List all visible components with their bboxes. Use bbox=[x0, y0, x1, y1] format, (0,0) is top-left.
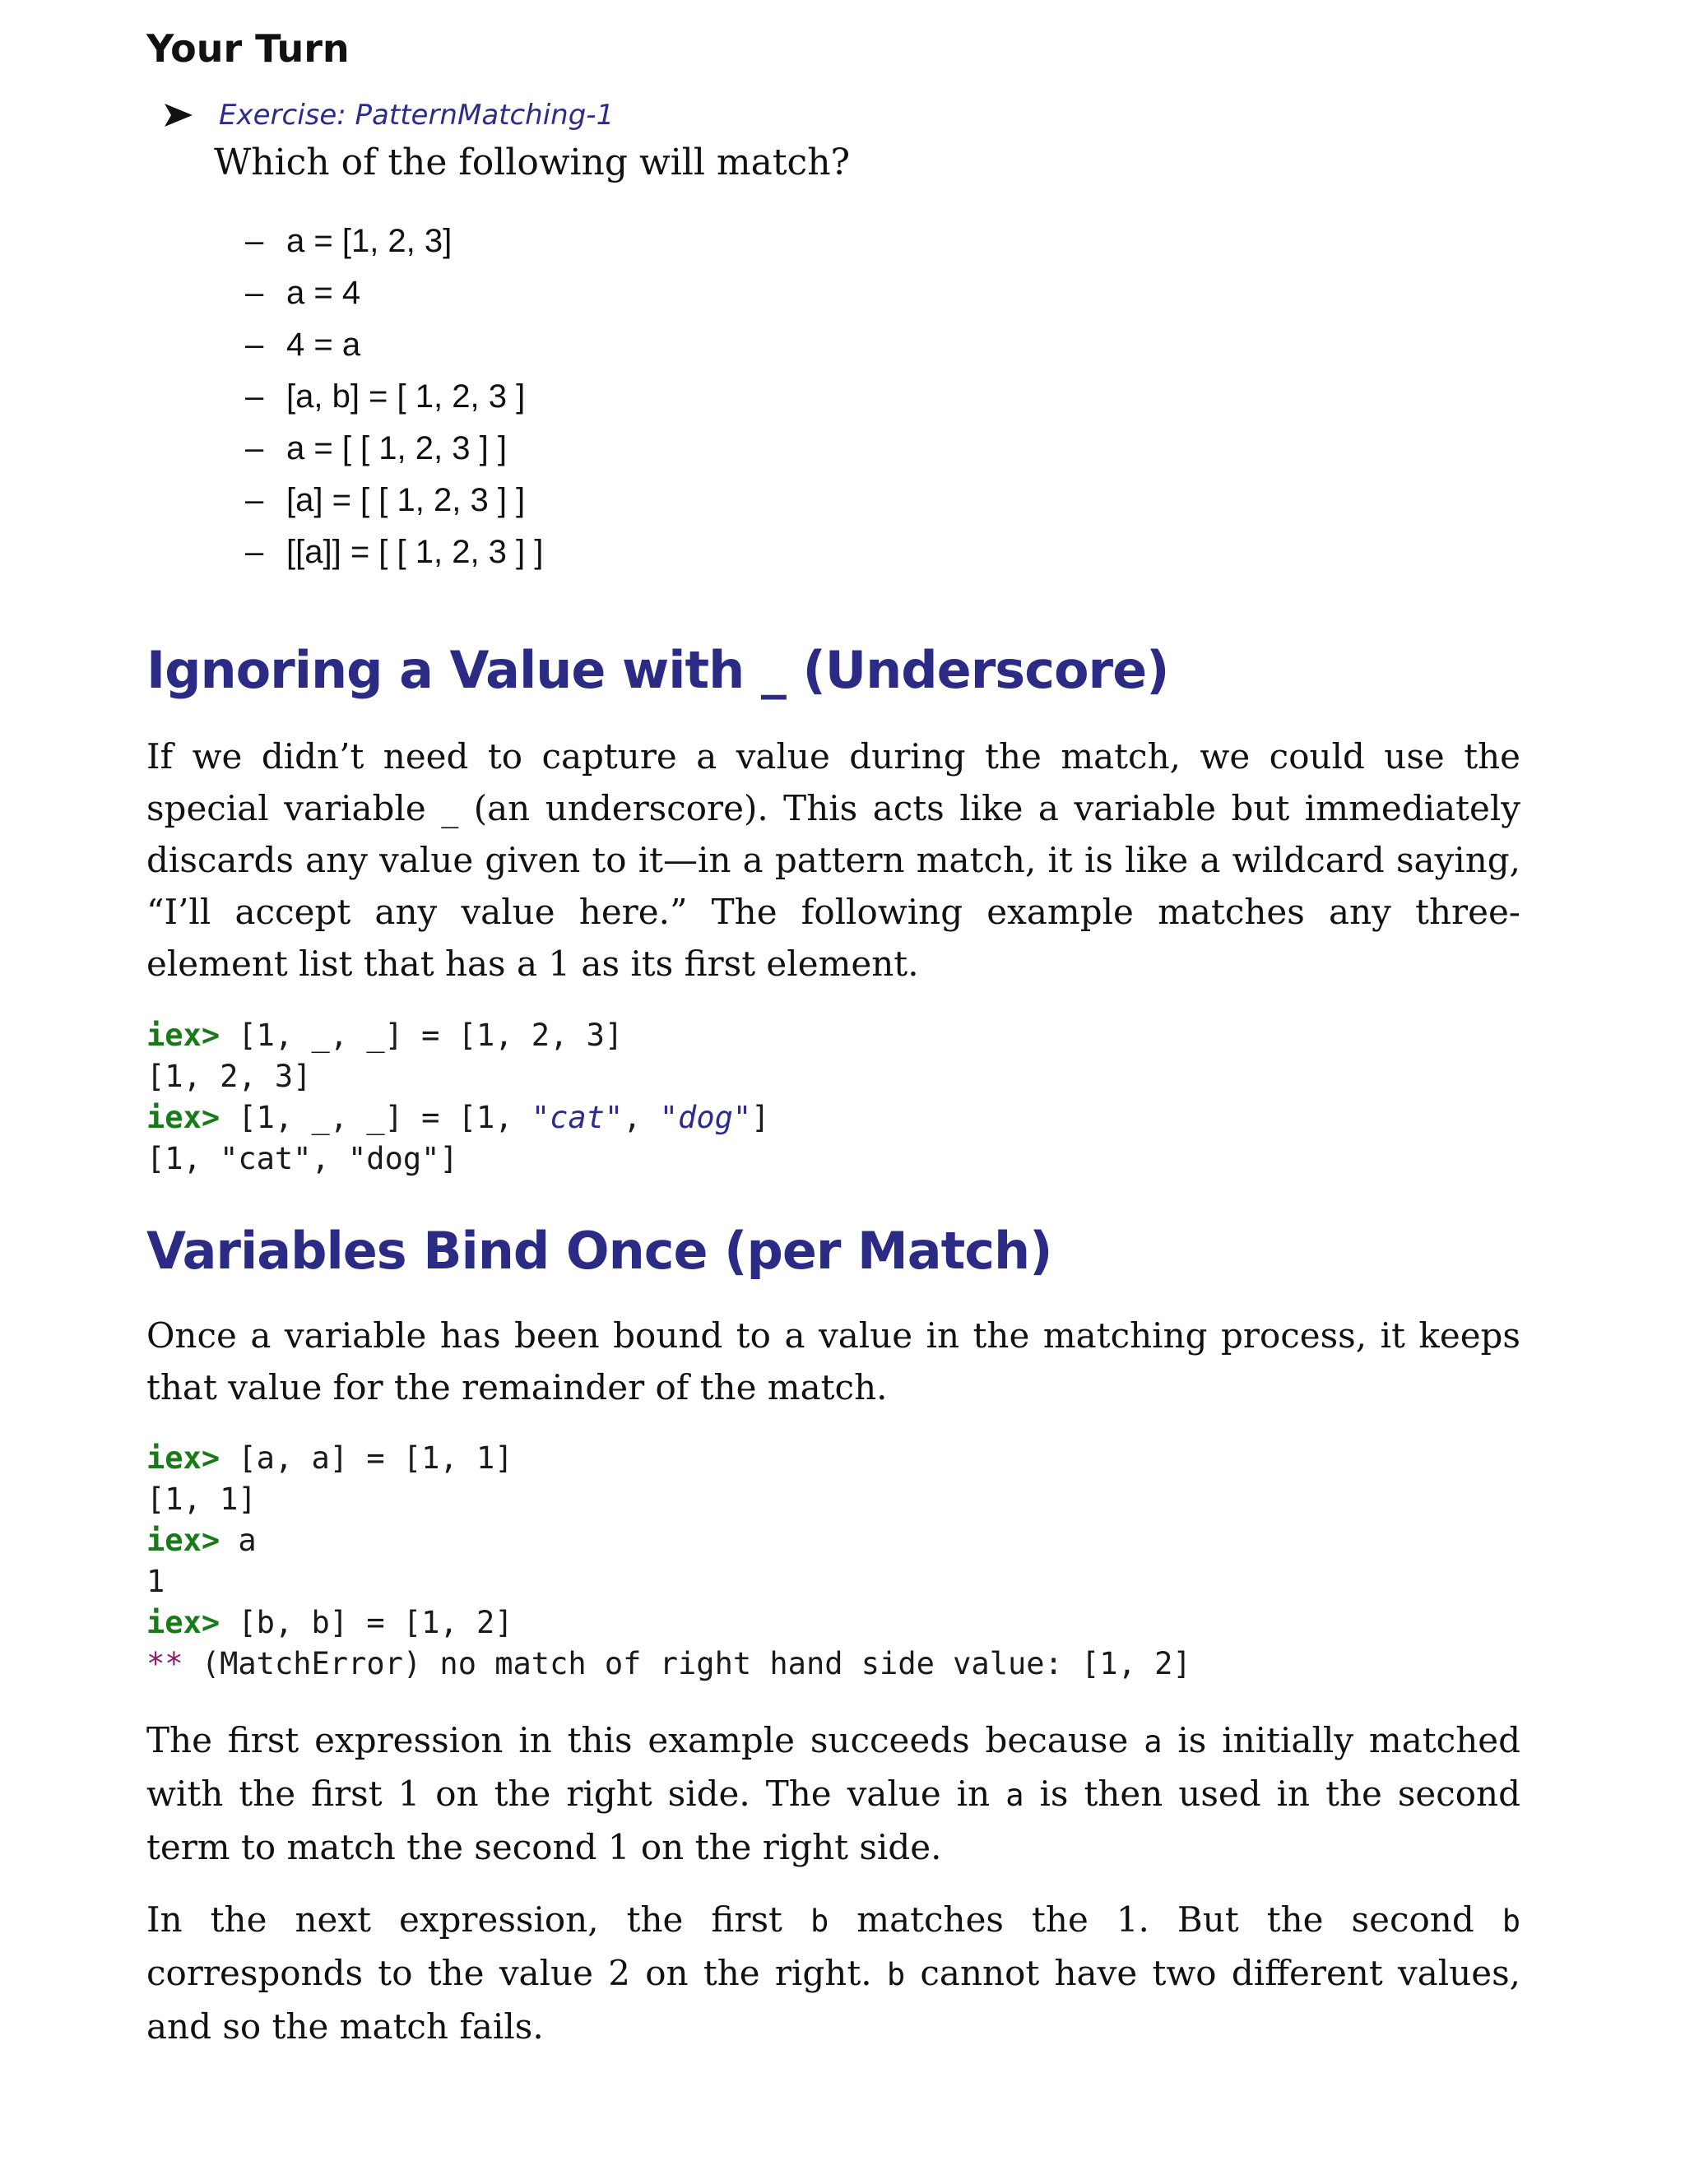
exercise-options bbox=[245, 216, 543, 578]
list-item: – [a] = [ [ 1, 2, 3 ] ] bbox=[245, 482, 526, 518]
list-item: – 4 = a bbox=[245, 327, 361, 363]
exercise-label[interactable]: Exercise: PatternMatching-1 bbox=[219, 99, 615, 132]
underscore-paragraph: If we didn’t need to capture a value during the match, we could use the special variable _ (an underscore). This acts like a variable but immediately discards any value given to it—in a pattern match, it is like a wildcard saying, “I’ll accept any value here.” The following example matches any three-element list that has a 1 as its first element. bbox=[146, 736, 1520, 984]
underscore-code-block: iex> [1, _, _] = [1, 2, 3] [1, 2, 3] iex> [1, _, _] = [1, "cat", "dog"] [1, "cat", "dog"] bbox=[146, 1018, 770, 1176]
exercise-line bbox=[163, 99, 614, 132]
arrow-bullet-icon bbox=[163, 100, 194, 130]
explanation-paragraph-1: The first expression in this example succeeds because a is initially matched with the first 1 on the right side. The value in a is then used in the second term to match the second 1 on the right side. bbox=[146, 1720, 1520, 1867]
exercise-question: Which of the following will match? bbox=[214, 141, 851, 183]
your-turn-heading: Your Turn bbox=[146, 26, 350, 71]
list-item: – [[a]] = [ [ 1, 2, 3 ] ] bbox=[245, 534, 544, 570]
list-item: – a = [ [ 1, 2, 3 ] ] bbox=[245, 430, 507, 466]
list-item: – a = 4 bbox=[245, 275, 361, 311]
bind-once-paragraph: Once a variable has been bound to a value in the matching process, it keeps that value for the remainder of the match. bbox=[146, 1315, 1520, 1407]
list-item: – [a, b] = [ 1, 2, 3 ] bbox=[245, 378, 526, 415]
list-item: – a = [1, 2, 3] bbox=[245, 223, 453, 259]
section-heading-bind-once: Variables Bind Once (per Match) bbox=[146, 1221, 1052, 1281]
section-heading-underscore: Ignoring a Value with _ (Underscore) bbox=[146, 640, 1169, 700]
bind-once-code-block: iex> [a, a] = [1, 1] [1, 1] iex> a 1 iex> [b, b] = [1, 2] ** (MatchError) no match of right hand side value: [1, 2] bbox=[146, 1440, 1191, 1681]
explanation-paragraph-2: In the next expression, the first b matches the 1. But the second b corresponds to the value 2 on the right. b cannot have two different values, and so the match fails. bbox=[146, 1899, 1521, 2047]
